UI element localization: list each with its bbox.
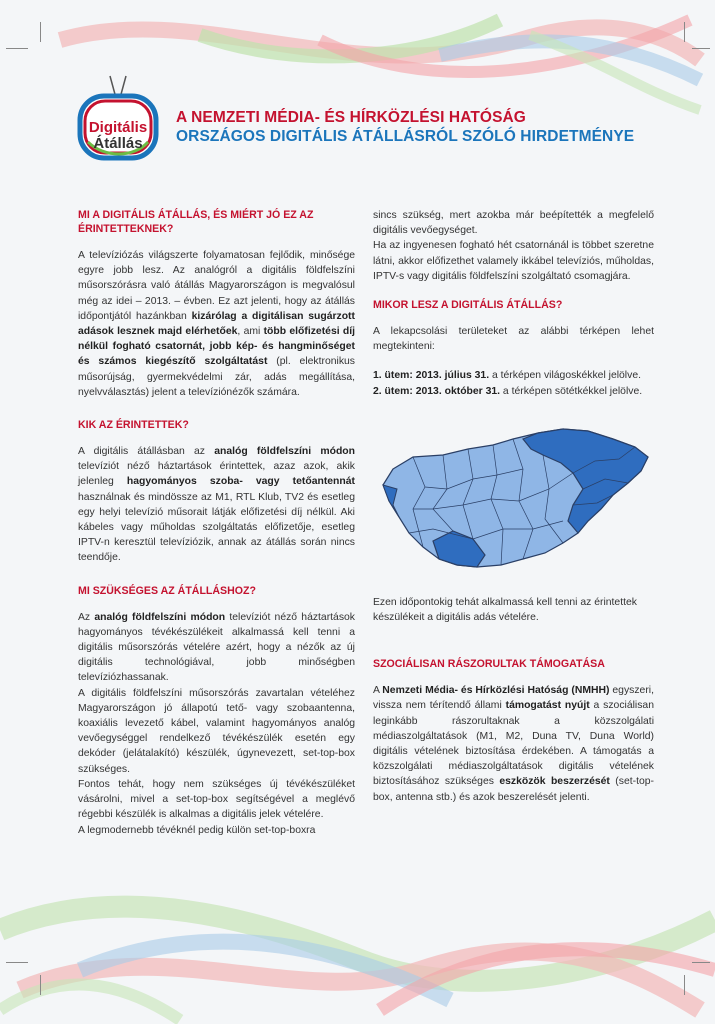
paragraph-builtin: sincs szükség, mert azokba már beépítették a megfelelő digitális vevőegységet. — [373, 210, 654, 237]
heading-who: KIK AZ ÉRINTETTEK? — [78, 419, 189, 432]
title-line1: A NEMZETI MÉDIA- ÉS HÍRKÖZLÉSI HATÓSÁG — [176, 109, 526, 126]
stage-2: 2. ütem: 2013. október 31. a térképen sötétkékkel jelölve. — [373, 385, 643, 397]
paragraph-modern-tv: A legmodernebb tévéknél pedig külön set-top-boxra — [78, 824, 316, 836]
crop-mark — [6, 48, 28, 49]
crop-mark — [6, 962, 28, 963]
paragraph-important: Fontos tehát, hogy nem szükséges új tévékészüléket vásárolni, mivel a set-top-box segítségével a meglévő régebbi készülék is alkalmas a digitális jelek vételére. — [78, 778, 355, 821]
paragraph-what-is: A televíziózás világszerte folyamatosan fejlődik, minősége egyre jobb lesz. Az analógról a digitális földfelszíni műsorszórásra való átállás Magyarországon is megvalósul még az idei – 2013. – évben. Ez azt jelenti, hogy az átállás időpontjától hazánkban kizárólag a digitálisan sugárzott adások lesznek majd elérhetőek, ami több előfizetési díj nélkül fogható csatornát, jobb kép- és hangminőséget és számos kiegészítő szolgáltatást (pl. elektronikus műsorújság, gyermekvédelmi zár, adás megállítása, nyelvválasztás) jelent a televíziónézők számára. — [78, 250, 356, 398]
page-title — [176, 108, 696, 146]
paragraph-map-intro: A lekapcsolási területeket az alábbi térképen lehet megtekinteni: — [373, 326, 654, 353]
crop-mark — [684, 22, 685, 42]
crop-mark — [40, 22, 41, 42]
paragraph-subscription: Ha az ingyenesen fogható hét csatornánál is többet szeretne látni, akkor előfizethet valamely ikkábel televíziós, műholdas, IPTV-s vagy digitális földfelszíni szolgáltató csomagjára. — [373, 240, 654, 282]
paragraph-requirements: Az analóg földfelszíni módon televíziót néző háztartások hagyományos tévékészülékeit alkalmassá kell tenni a digitális műsorszórás vételére azért, hogy a nézők az új digitális technológiával, jobb minőségben televíziózhassanak. — [78, 611, 356, 684]
crop-mark — [692, 962, 710, 963]
hungary-map-graphic — [373, 409, 654, 589]
crop-mark — [684, 975, 685, 995]
paragraph-deadline: Ezen időpontokig tehát alkalmassá kell tenni az érintettek készülékeit a digitális adás vételére. — [373, 596, 637, 624]
heading-support: SZOCIÁLISAN RÁSZORULTAK TÁMOGATÁSA — [373, 658, 605, 671]
crop-mark — [40, 975, 41, 995]
logo-text-line2: Átállás — [93, 135, 143, 152]
left-column — [78, 208, 355, 838]
right-column — [373, 208, 654, 805]
crop-mark — [692, 48, 710, 49]
paragraph-who: A digitális átállásban az analóg földfelszíni módon televíziót néző háztartások érintettek, azaz azok, akik jelenleg hagyományos szoba- vagy tetőantennát használnak és mindössze az M1, RTL Klub, TV2 és esetleg egy helyi televízió műsorait látják előfizetési díj nélkül. Aki kábeles vagy műholdas szolgáltatás előfizetője, esetleg IPTV-n keresztül televíziózik, annak az átállás során nincs teendője. — [78, 446, 355, 564]
heading-when: MIKOR LESZ A DIGITÁLIS ÁTÁLLÁS? — [373, 299, 563, 312]
paragraph-support: A Nemzeti Média- és Hírközlési Hatóság (NMHH) egyszeri, vissza nem térítendő állami támogatást nyújt a szociálisan leginkább rászorultaknak a közszolgálati médiaszolgáltatások (M1, M2, Duna TV, Duna World) digitális vételének biztosítása érdekében. A támogatás a közszolgálati médiaszolgáltatások digitális vételének biztosításához szükséges eszközök beszerzését (set-top-box, antenna stb.) és azok beszerelését jelenti. — [373, 685, 654, 803]
decorative-swirl-bottom — [0, 860, 715, 1024]
heading-what-is: MI A DIGITÁLIS ÁTÁLLÁS, ÉS MIÉRT JÓ EZ AZ ÉRINTETTEKNEK? — [78, 209, 314, 235]
stage-1: 1. ütem: 2013. július 31. a térképen világoskékkel jelölve. — [373, 370, 641, 382]
hungary-map — [373, 409, 654, 589]
paragraph-reception: A digitális földfelszíni műsorszórás zavartalan vételéhez Magyarországon jó állapotú tető- vagy szobaantenna, koaxiális levezető kábel, valamint hagyományos analóg vevőegységgel rendelkező tévékészülék esetén egy dekóder (jelátalakító) készülék, úgynevezett, set-top-box szükséges. — [78, 687, 355, 775]
heading-requirements: MI SZÜKSÉGES AZ ÁTÁLLÁSHOZ? — [78, 584, 256, 597]
title-line2: ORSZÁGOS DIGITÁLIS ÁTÁLLÁSRÓL SZÓLÓ HIRDETMÉNYE — [176, 128, 635, 145]
digitalis-atallas-logo — [74, 72, 162, 168]
logo-text-line1: Digitális — [88, 119, 148, 136]
